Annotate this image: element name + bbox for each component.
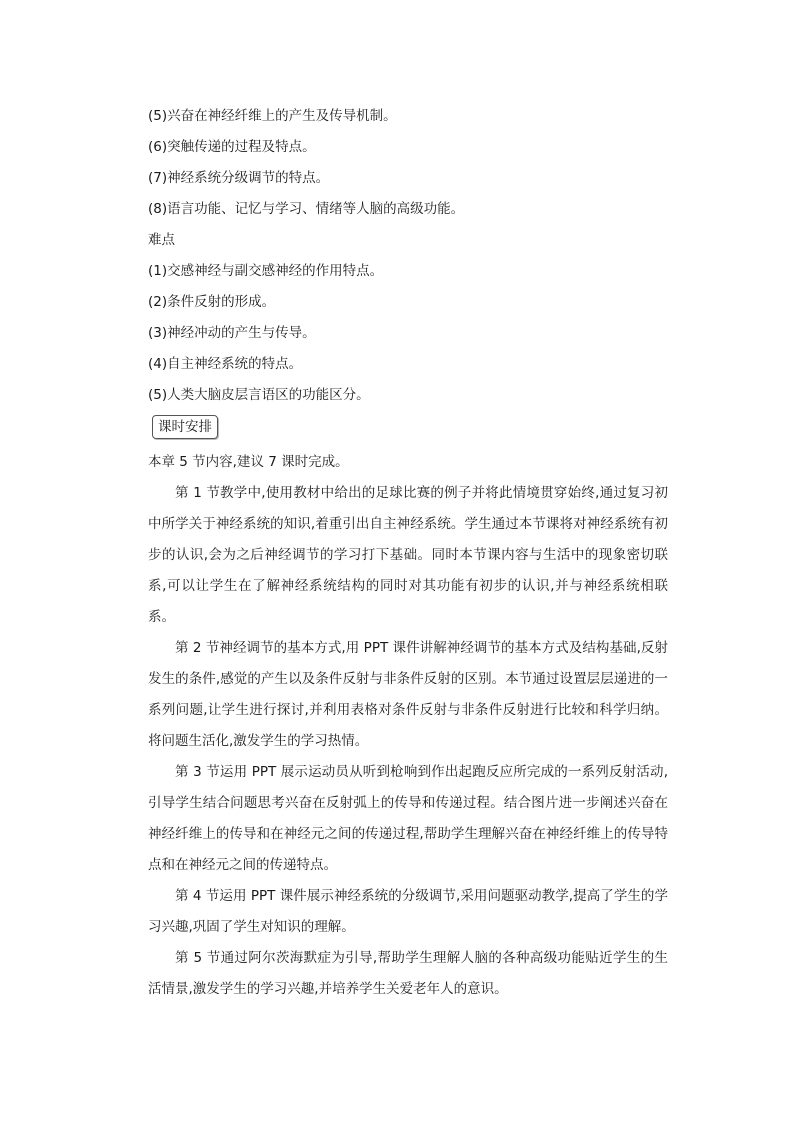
difficulty-item-3: (3)神经冲动的产生与传导。	[148, 325, 316, 341]
schedule-intro: 本章 5 节内容,建议 7 课时完成。	[148, 454, 349, 470]
difficulty-item-1: (1)交感神经与副交感神经的作用特点。	[148, 263, 384, 279]
schedule-tag-row	[148, 411, 668, 447]
focus-item-7: (7)神经系统分级调节的特点。	[148, 170, 330, 186]
section-4-paragraph: 第 4 节运用 PPT 课件展示神经系统的分级调节,采用问题驱动教学,提高了学生的学习兴趣,巩固了学生对知识的理解。	[148, 888, 668, 935]
difficulty-item-2: (2)条件反射的形成。	[148, 294, 276, 310]
focus-item-5: (5)兴奋在神经纤维上的产生及传导机制。	[148, 108, 397, 124]
document-body	[148, 101, 668, 1005]
section-5-paragraph: 第 5 节通过阿尔茨海默症为引导,帮助学生理解人脑的各种高级功能贴近学生的生活情景,激发学生的学习兴趣,并培养学生关爱老年人的意识。	[148, 950, 668, 997]
schedule-tag: 课时安排	[152, 415, 218, 439]
focus-item-6: (6)突触传递的过程及特点。	[148, 139, 316, 155]
difficulty-item-5: (5)人类大脑皮层言语区的功能区分。	[148, 387, 370, 403]
focus-item-8: (8)语言功能、记忆与学习、情绪等人脑的高级功能。	[148, 201, 465, 217]
section-3-paragraph: 第 3 节运用 PPT 展示运动员从听到枪响到作出起跑反应所完成的一系列反射活动,引导学生结合问题思考兴奋在反射弧上的传导和传递过程。结合图片进一步阐述兴奋在神经纤维上的传导和在神经元之间的传递过程,帮助学生理解兴奋在神经纤维上的传导特点和在神经元之间的传递特点。	[148, 764, 668, 873]
difficulty-heading: 难点	[148, 232, 175, 248]
difficulty-item-4: (4)自主神经系统的特点。	[148, 356, 303, 372]
section-1-paragraph: 第 1 节教学中,使用教材中给出的足球比赛的例子并将此情境贯穿始终,通过复习初中所学关于神经系统的知识,着重引出自主神经系统。学生通过本节课将对神经系统有初步的认识,会为之后神经调节的学习打下基础。同时本节课内容与生活中的现象密切联系,可以让学生在了解神经系统结构的同时对其功能有初步的认识,并与神经系统相联系。	[148, 485, 668, 625]
section-2-paragraph: 第 2 节神经调节的基本方式,用 PPT 课件讲解神经调节的基本方式及结构基础,反射发生的条件,感觉的产生以及条件反射与非条件反射的区别。本节通过设置层层递进的一系列问题,让学生进行探讨,并利用表格对条件反射与非条件反射进行比较和科学归纳。将问题生活化,激发学生的学习热情。	[148, 640, 668, 749]
